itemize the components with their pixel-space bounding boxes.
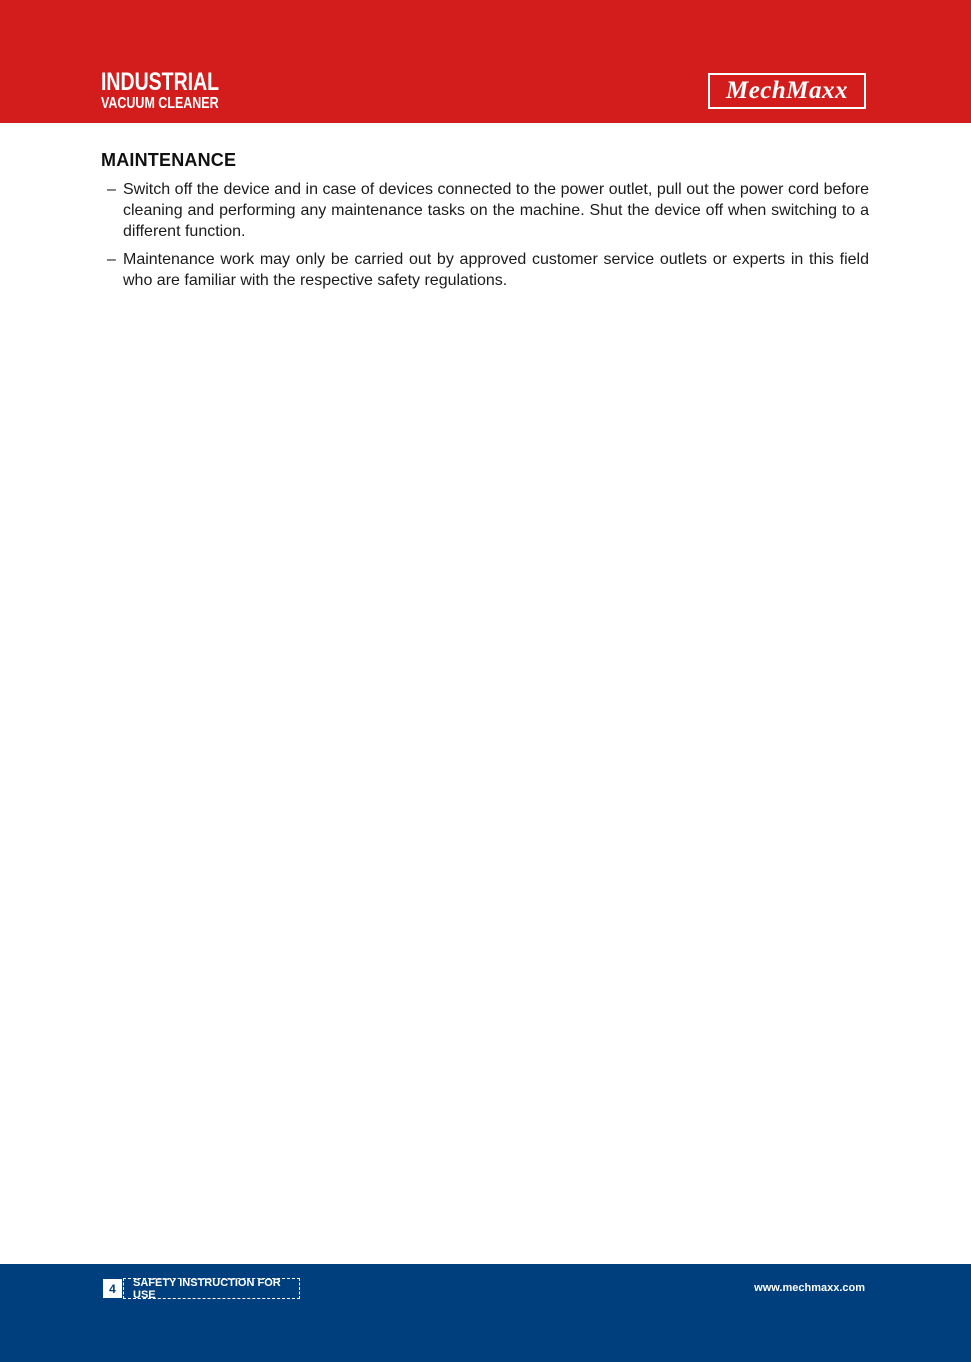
maintenance-list (101, 179, 869, 291)
product-title-line1: INDUSTRIAL (101, 68, 220, 96)
brand-logo (708, 73, 866, 109)
page-footer (0, 1264, 971, 1362)
bullet-marker: – (107, 251, 116, 268)
list-item-text: Switch off the device and in case of devices connected to the power outlet, pull out the power cord before cleaning and performing any maintenance tasks on the machine. Shut the device off when switching to a different function. (123, 181, 869, 240)
main-content (101, 150, 869, 298)
brand-logo-text: MechMaxx (725, 77, 849, 104)
list-item-text: Maintenance work may only be carried out by approved customer service outlets or experts in this field who are familiar with the respective safety regulations. (123, 251, 869, 289)
list-item (101, 249, 869, 291)
product-title-line2: VACUUM CLEANER (101, 95, 219, 112)
page-number: 4 (103, 1279, 122, 1298)
section-label: SAFETY INSTRUCTION FOR USE (123, 1278, 300, 1299)
page-header (0, 0, 971, 123)
section-heading: MAINTENANCE (101, 150, 237, 170)
list-item (101, 179, 869, 242)
website-link[interactable]: www.mechmaxx.com (754, 1282, 865, 1294)
product-title (101, 70, 219, 112)
bullet-marker: – (107, 181, 116, 198)
